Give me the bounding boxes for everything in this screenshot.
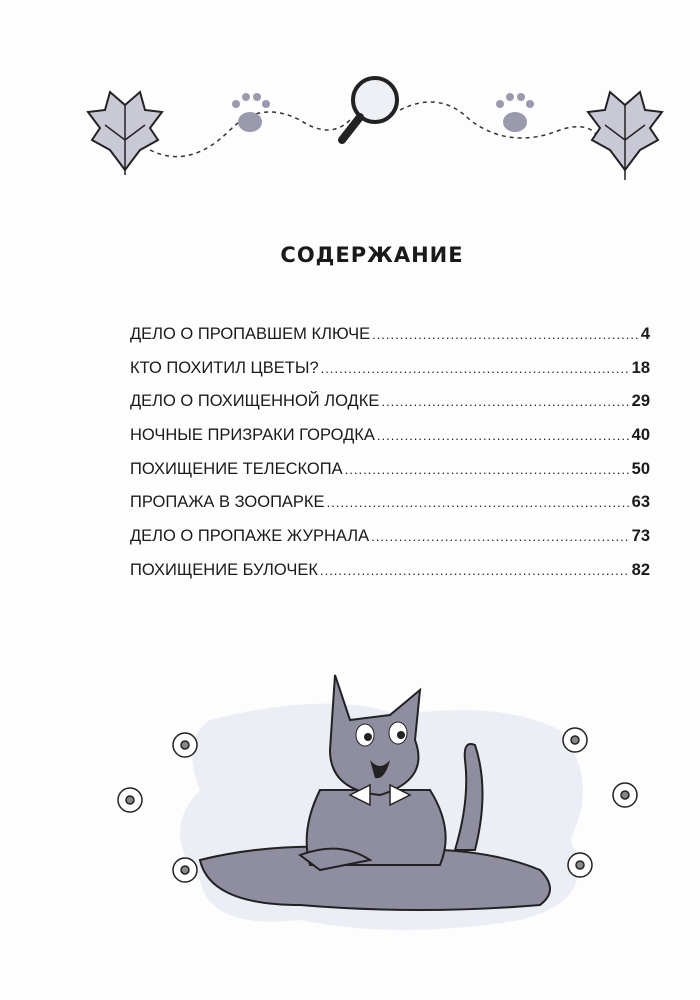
toc-entry-page: 40 xyxy=(631,426,650,445)
toc-entry-title: ДЕЛО О ПОХИЩЕННОЙ ЛОДКЕ xyxy=(130,392,380,411)
toc-entry-title: ПОХИЩЕНИЕ БУЛОЧЕК xyxy=(130,560,318,579)
toc-entry-page: 63 xyxy=(631,493,650,512)
toc-entry[interactable] xyxy=(130,426,650,460)
paw-print-icon xyxy=(496,93,534,132)
toc-entry-page: 50 xyxy=(631,459,650,478)
header-decoration xyxy=(0,70,700,190)
leader-dots xyxy=(371,529,630,544)
maple-leaf-right-icon xyxy=(588,92,662,180)
toc-entry[interactable] xyxy=(130,392,650,426)
leader-dots xyxy=(327,495,630,510)
toc-entry[interactable] xyxy=(130,460,650,494)
maple-leaf-left-icon xyxy=(88,92,162,175)
leader-dots xyxy=(377,428,630,443)
toc-entry-page: 4 xyxy=(640,325,650,343)
leader-dots xyxy=(320,563,630,578)
toc-entry[interactable] xyxy=(130,527,650,561)
leader-dots xyxy=(345,462,630,477)
leader-dots xyxy=(372,327,639,342)
leader-dots xyxy=(381,394,629,409)
toc-entry-page: 82 xyxy=(631,560,650,579)
toc-entry-title: ДЕЛО О ПРОПАВШЕМ КЛЮЧЕ xyxy=(130,325,371,343)
toc-entry-title: ДЕЛО О ПРОПАЖЕ ЖУРНАЛА xyxy=(130,527,370,546)
magnifying-glass-icon xyxy=(342,78,397,140)
toc-entry-title: ПОХИЩЕНИЕ ТЕЛЕСКОПА xyxy=(130,459,343,478)
toc-entry-title: НОЧНЫЕ ПРИЗРАКИ ГОРОДКА xyxy=(130,426,375,445)
toc-entry[interactable] xyxy=(130,325,650,359)
toc-entry-page: 73 xyxy=(631,527,650,546)
toc-entry-page: 29 xyxy=(631,392,650,411)
toc-entry-title: ПРОПАЖА В ЗООПАРКЕ xyxy=(130,493,325,512)
table-of-contents xyxy=(130,325,650,595)
toc-entry[interactable] xyxy=(130,561,650,595)
page-title: СОДЕРЖАНИЕ xyxy=(280,243,464,267)
toc-entry[interactable] xyxy=(130,359,650,393)
cat-illustration xyxy=(100,650,660,950)
toc-entry[interactable] xyxy=(130,493,650,527)
toc-entry-title: КТО ПОХИТИЛ ЦВЕТЫ? xyxy=(130,358,319,377)
leader-dots xyxy=(321,361,630,376)
toc-entry-page: 18 xyxy=(631,358,650,377)
